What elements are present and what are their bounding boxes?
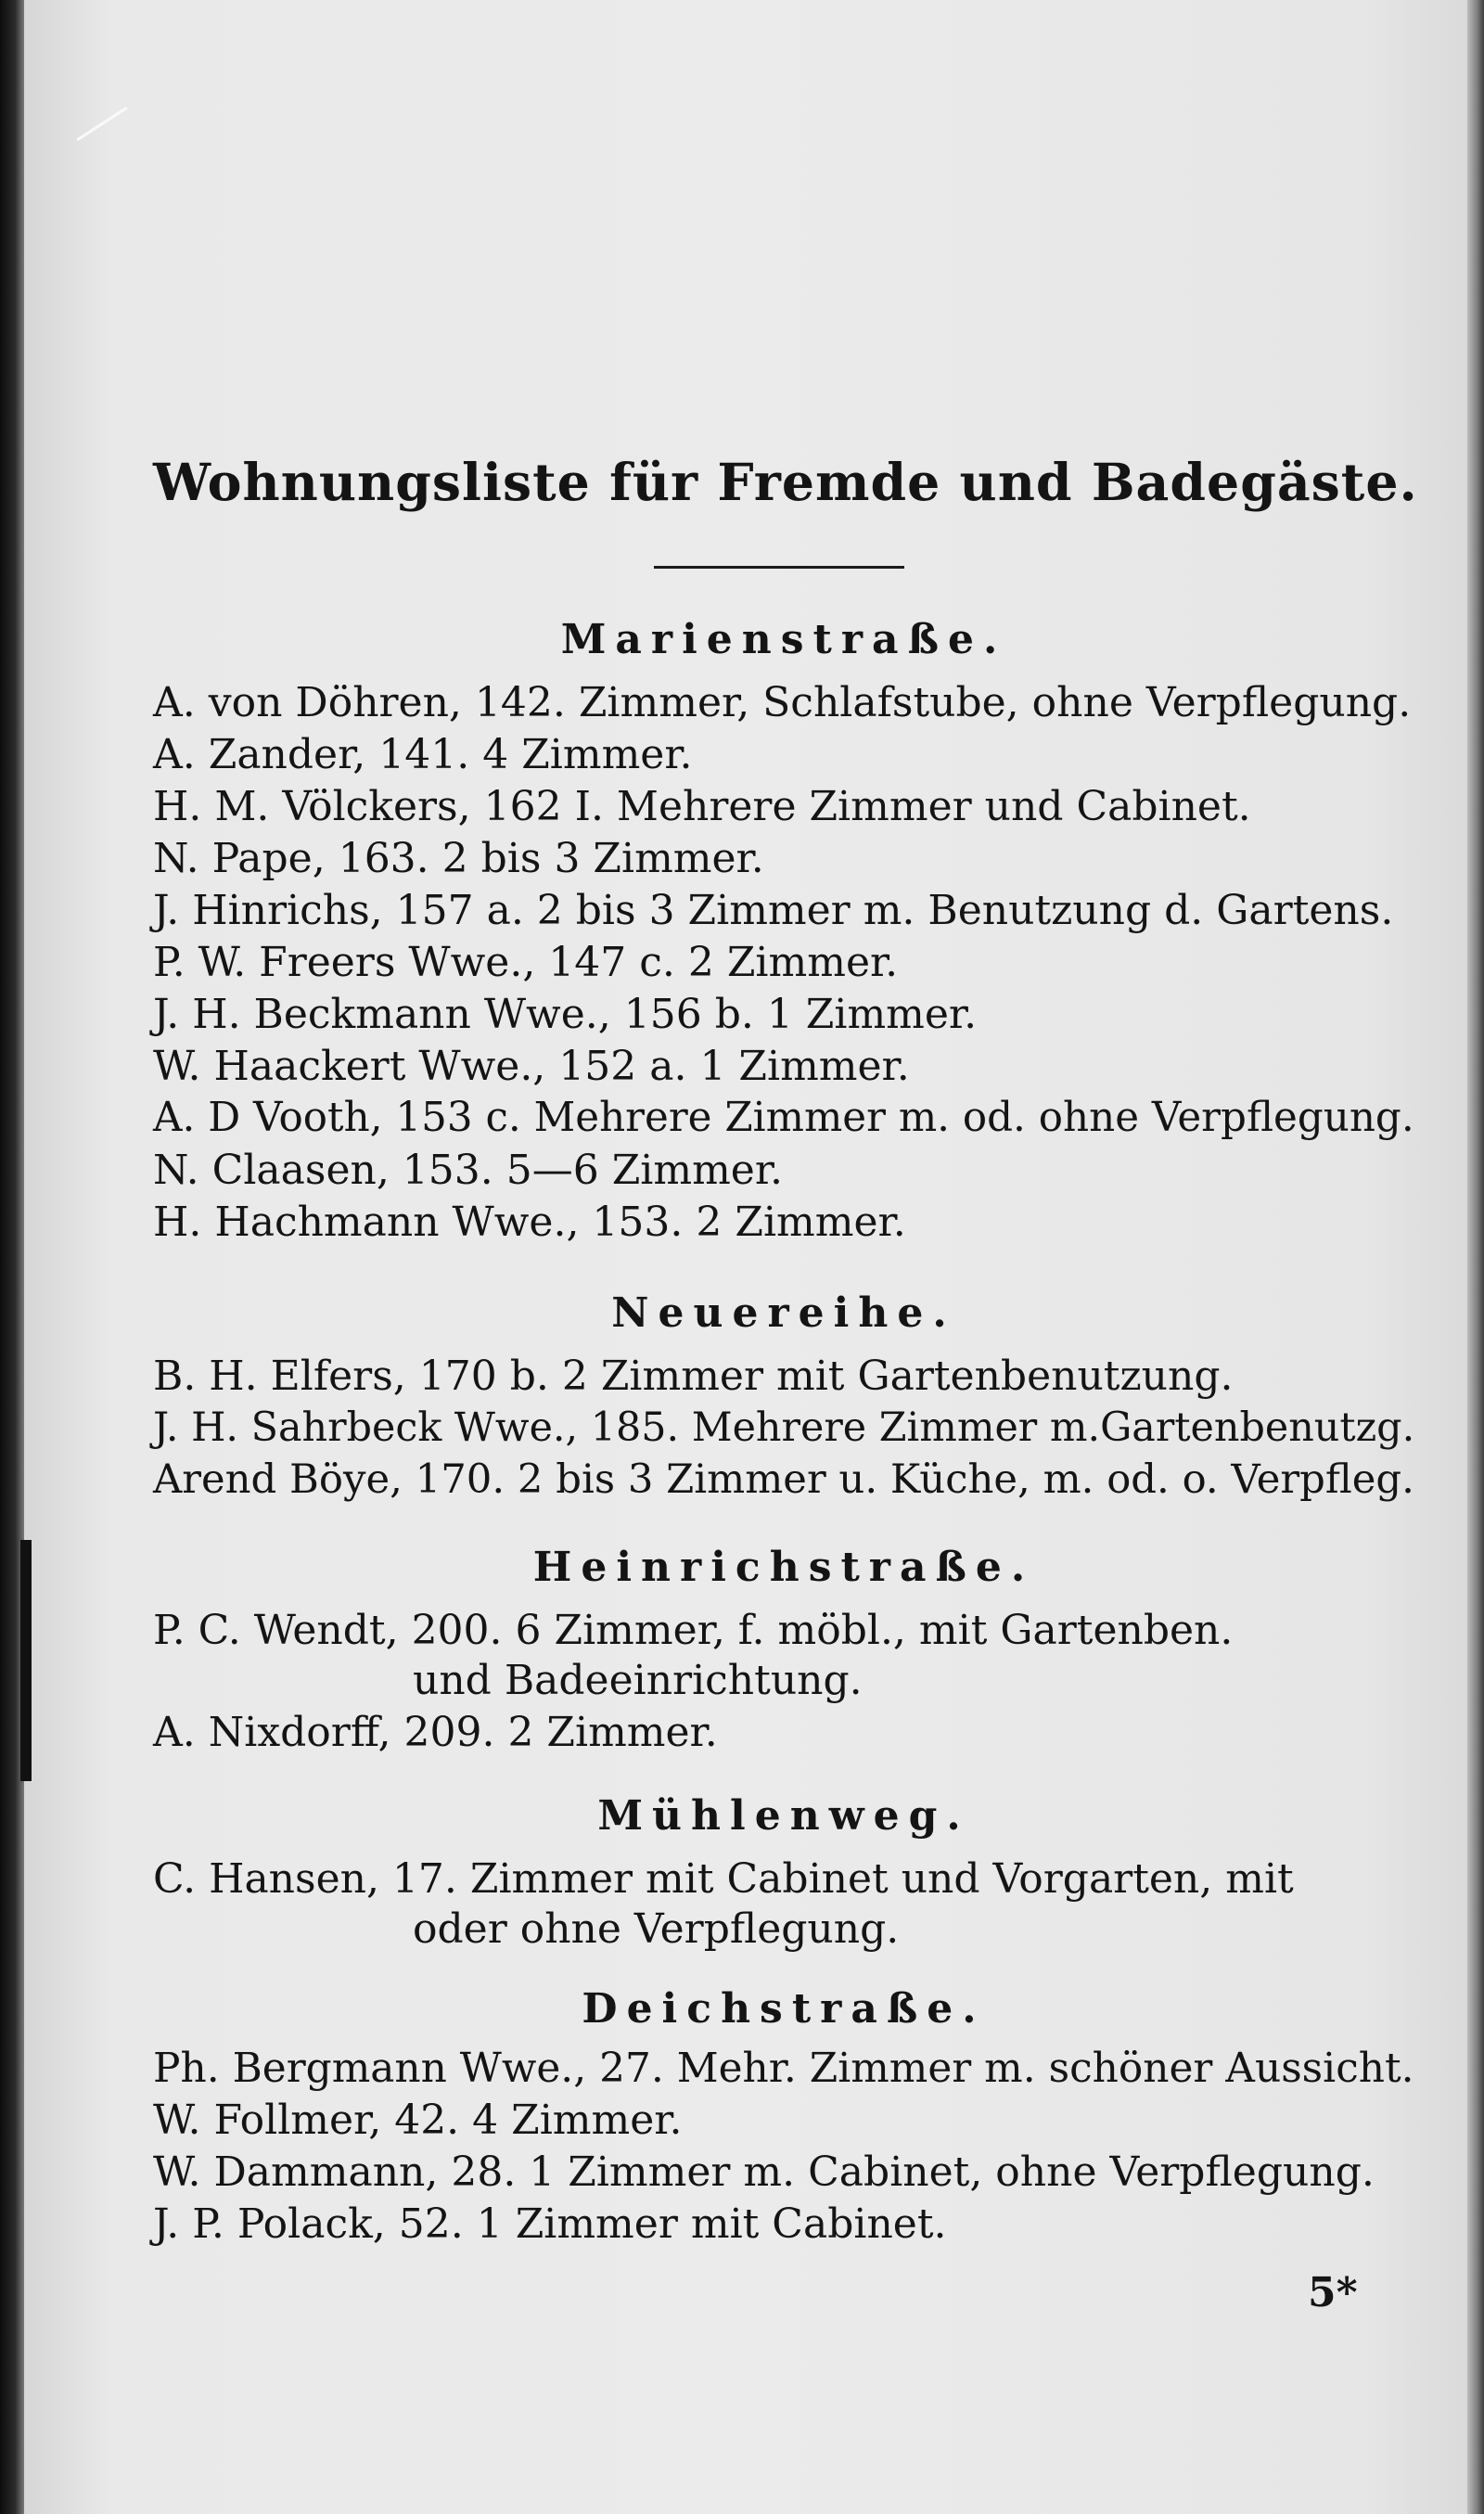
list-entry: N. Claasen, 153. 5—6 Zimmer. — [153, 1147, 784, 1194]
page-number: 5* — [1308, 2269, 1358, 2316]
list-entry: J. P. Polack, 52. 1 Zimmer mit Cabinet. — [153, 2200, 947, 2248]
section-heading-neuereihe: Neuereihe. — [611, 1289, 956, 1337]
list-entry: P. C. Wendt, 200. 6 Zimmer, f. möbl., mit Gartenben. — [153, 1607, 1234, 1654]
list-entry: N. Pape, 163. 2 bis 3 Zimmer. — [153, 835, 764, 882]
list-entry: P. W. Freers Wwe., 147 c. 2 Zimmer. — [153, 939, 899, 986]
list-entry: A. Zander, 141. 4 Zimmer. — [153, 731, 693, 778]
list-entry: A. von Döhren, 142. Zimmer, Schlafstube, ohne Verpflegung. — [153, 679, 1412, 726]
list-entry: Arend Böye, 170. 2 bis 3 Zimmer u. Küche, m. od. o. Verpfleg. — [153, 1456, 1414, 1503]
list-entry: H. M. Völckers, 162 I. Mehrere Zimmer und Cabinet. — [153, 783, 1251, 830]
section-heading-heinrichstrasse: Heinrichstraße. — [532, 1544, 1035, 1591]
section-heading-muehlenweg: Mühlenweg. — [597, 1792, 970, 1840]
list-entry: H. Hachmann Wwe., 153. 2 Zimmer. — [153, 1199, 906, 1246]
page-title: Wohnungsliste für Fremde und Badegäste. — [153, 453, 1418, 513]
list-entry: A. D Vooth, 153 c. Mehrere Zimmer m. od. ohne Verpflegung. — [153, 1095, 1414, 1141]
list-entry-continuation: oder ohne Verpflegung. — [413, 1905, 900, 1953]
list-entry: Ph. Bergmann Wwe., 27. Mehr. Zimmer m. schöner Aussicht. — [153, 2045, 1414, 2092]
spine-shadow — [20, 1540, 32, 1781]
list-entry: J. H. Sahrbeck Wwe., 185. Mehrere Zimmer m.Gartenbenutzg. — [153, 1405, 1415, 1451]
page-right-edge — [1467, 0, 1484, 2514]
list-entry: W. Haackert Wwe., 152 a. 1 Zimmer. — [153, 1043, 910, 1090]
list-entry: B. H. Elfers, 170 b. 2 Zimmer mit Gartenbenutzung. — [153, 1353, 1234, 1400]
title-divider — [654, 566, 904, 569]
list-entry-continuation: und Badeeinrichtung. — [413, 1657, 863, 1704]
list-entry: J. Hinrichs, 157 a. 2 bis 3 Zimmer m. Benutzung d. Gartens. — [153, 887, 1394, 934]
section-heading-deichstrasse: Deichstraße. — [582, 1985, 986, 2033]
scratch-mark — [76, 107, 127, 141]
list-entry: C. Hansen, 17. Zimmer mit Cabinet und Vorgarten, mit — [153, 1855, 1294, 1903]
list-entry: W. Follmer, 42. 4 Zimmer. — [153, 2097, 683, 2144]
list-entry: W. Dammann, 28. 1 Zimmer m. Cabinet, ohne Verpflegung. — [153, 2148, 1375, 2196]
list-entry: J. H. Beckmann Wwe., 156 b. 1 Zimmer. — [153, 991, 978, 1038]
section-heading-marienstrasse: Marienstraße. — [560, 616, 1007, 663]
list-entry: A. Nixdorff, 209. 2 Zimmer. — [153, 1709, 718, 1756]
